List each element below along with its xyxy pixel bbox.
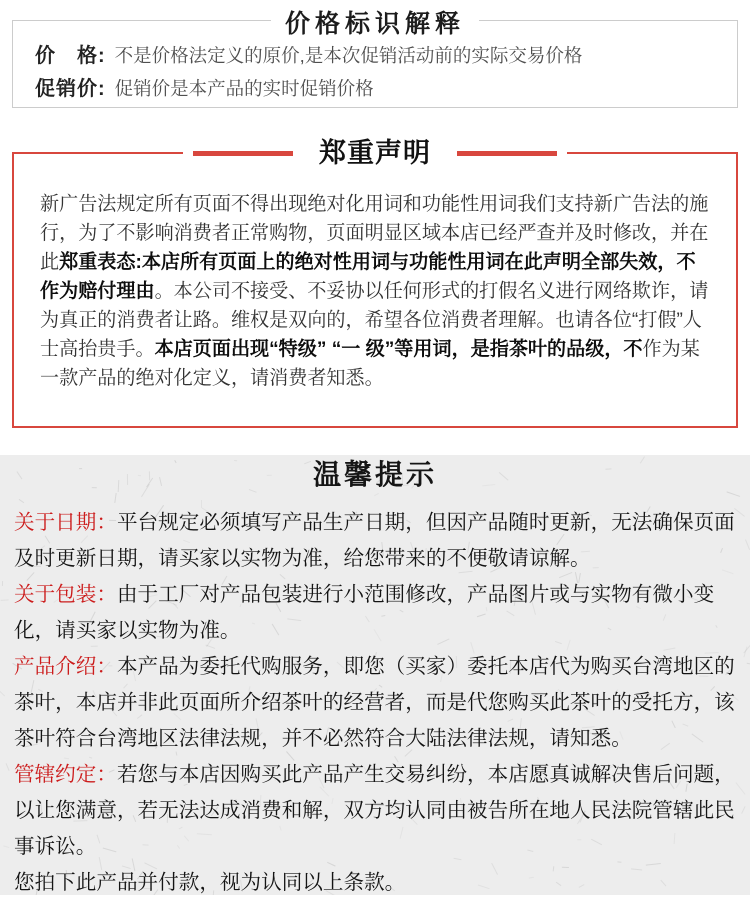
statement-title: 郑重声明 [319, 138, 431, 168]
price-row-label: 促销价: [35, 78, 106, 100]
tips-footer: 您拍下此产品并付款，视为认同以上条款。 [14, 872, 406, 894]
tip-label: 产品介绍： [14, 656, 117, 678]
tip-item-product-intro [14, 649, 736, 757]
tips-section [0, 455, 750, 895]
price-explanation-section [12, 11, 738, 108]
tip-label: 管辖约定： [14, 764, 117, 786]
page [0, 11, 750, 915]
tip-text: 由于工厂对产品包装进行小范围修改，产品图片或与实物有微小变化，请买家以实物为准。 [14, 584, 715, 642]
statement-segment-bold: 本店页面出现“特级” “一 级”等用词，是指茶叶的品级，不 [154, 339, 643, 360]
price-row-text: 促销价是本产品的实时促销价格 [114, 78, 374, 99]
statement-legend [183, 137, 567, 169]
tip-item-packaging [14, 577, 736, 649]
price-row-original [35, 40, 737, 73]
statement-segment: 新广告法规定所有页面不得出现绝对化用词和功能性用词我们支持新广告法的施行，为了不影响消费者正常购物，页面明显区域本店已经严查并及时修改，并在此 [40, 194, 709, 273]
tip-text: 本产品为委托代购服务，即您（买家）委托本店代为购买台湾地区的茶叶，本店并非此页面所介绍茶叶的经营者，而是代您购买此茶叶的受托方，该茶叶符合台湾地区法律法规，并不必然符合大陆法律法规，请知悉。 [14, 656, 735, 750]
price-section-title: 价格标识解释 [271, 4, 479, 40]
statement-section [12, 138, 738, 428]
price-row-promo [35, 73, 737, 106]
red-bar-right [457, 151, 557, 156]
tip-item-date [14, 505, 736, 577]
tip-label: 关于包装： [14, 584, 117, 606]
statement-paragraph [14, 154, 736, 393]
price-row-label: 价 格: [35, 45, 106, 67]
tip-text: 若您与本店因购买此产品产生交易纠纷，本店愿真诚解决售后问题，以让您满意，若无法达成消费和解，双方均认同由被告所在地人民法院管辖此民事诉讼。 [14, 764, 735, 858]
tip-text: 平台规定必须填写产品生产日期，但因产品随时更新，无法确保页面及时更新日期，请买家以实物为准，给您带来的不便敬请谅解。 [14, 512, 735, 570]
red-bar-left [193, 151, 293, 156]
tip-item-jurisdiction [14, 757, 736, 865]
statement-segment: 。本公司不接受、不妥协以任何形式的打假名义进行网络欺诈，请为真正的消费者让路。维权是双向的，希望各位消费者理解。也请各位“打假”人士高抬贵手。 [40, 281, 709, 360]
tips-title: 温馨提示 [312, 460, 437, 491]
statement-segment-bold: 郑重表态:本店所有页面上的绝对性用词与功能性用词在此声明全部失效，不作为赔付理由 [40, 252, 696, 302]
price-row-text: 不是价格法定义的原价,是本次促销活动前的实际交易价格 [114, 45, 583, 66]
tips-content [0, 455, 750, 895]
tip-label: 关于日期： [14, 512, 117, 534]
statement-segment: 作为某一款产品的绝对化定义，请消费者知悉。 [40, 339, 700, 389]
